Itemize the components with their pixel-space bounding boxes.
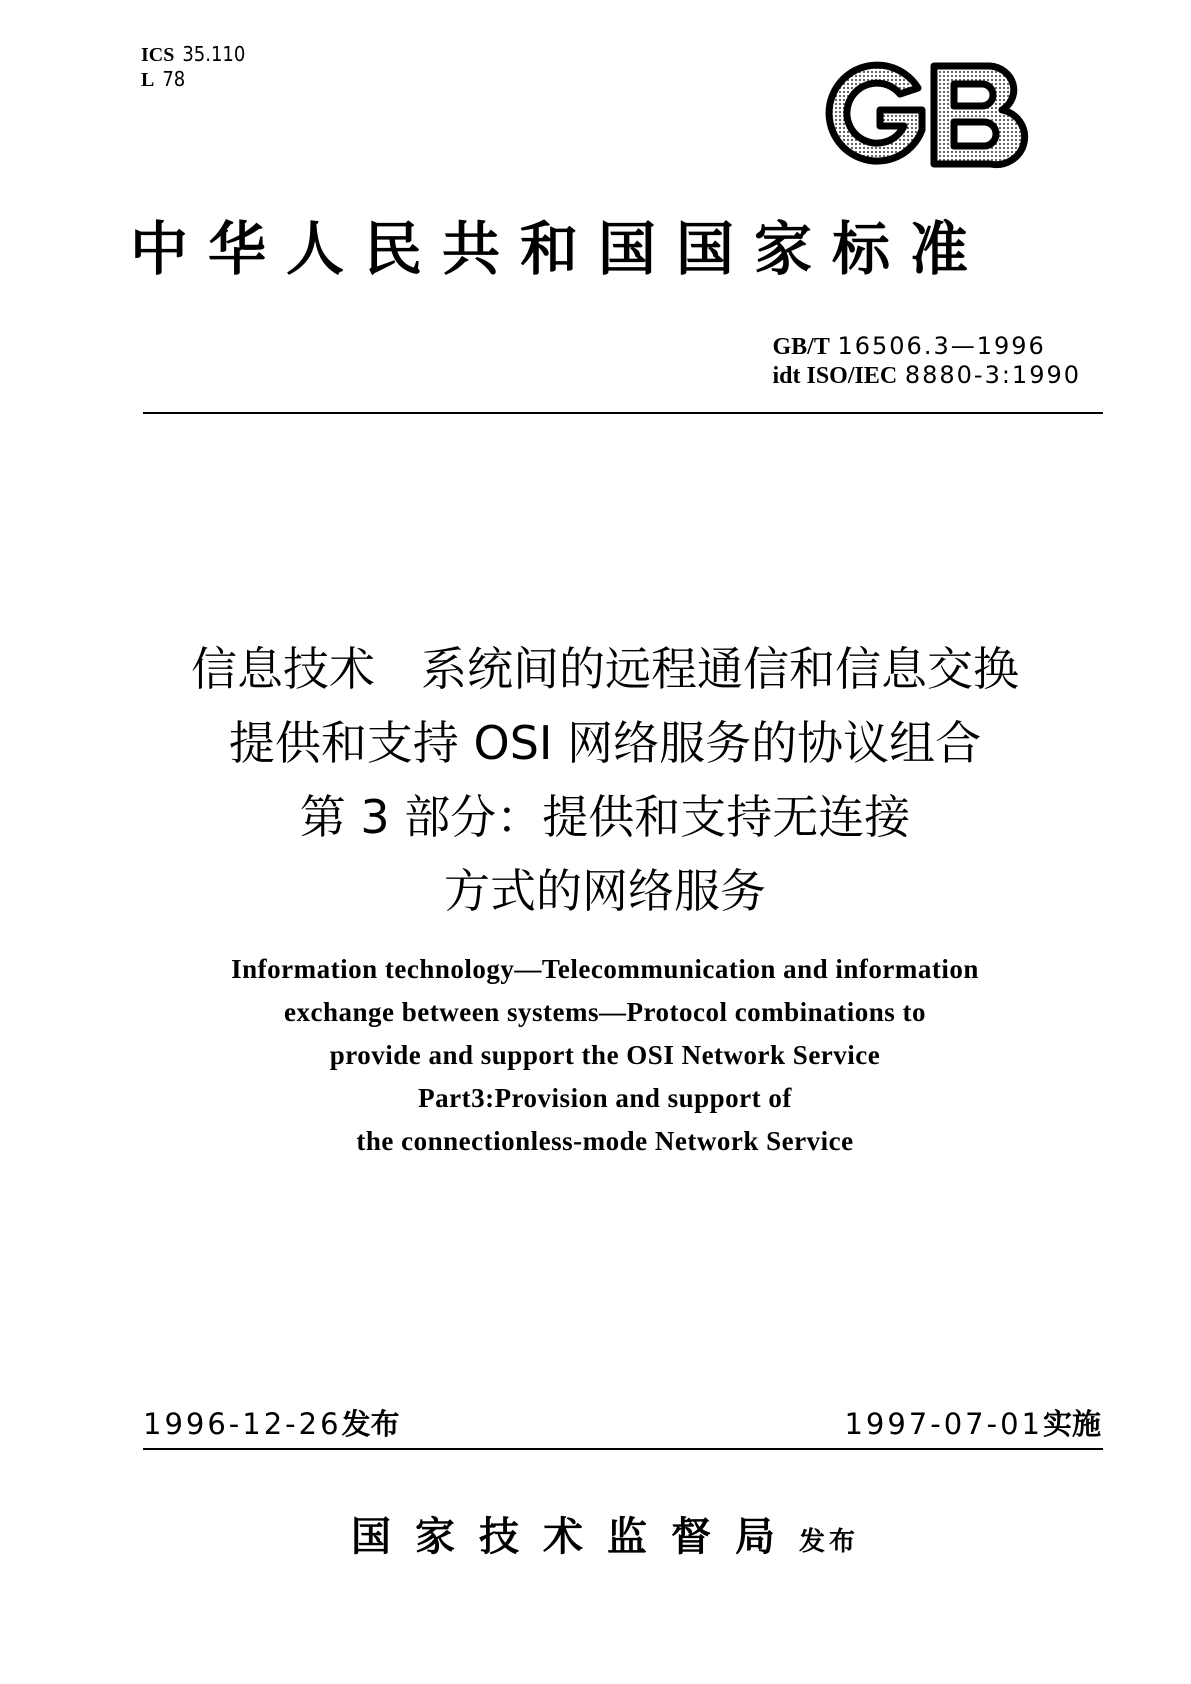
standard-number <box>772 332 1081 361</box>
english-title-line: Information technology—Telecommunication and information <box>231 954 979 984</box>
chinese-title-line: 信息技术 系统间的远程通信和信息交换 <box>191 642 1019 696</box>
gb-logo-letter-b <box>934 66 1025 165</box>
english-title-line: provide and support the OSI Network Service <box>329 1040 881 1070</box>
chinese-title-line: 第 3 部分：提供和支持无连接 <box>299 790 911 844</box>
ccs-label: L <box>141 69 155 91</box>
chinese-title-line: 提供和支持 OSI 网络服务的协议组合 <box>228 716 982 770</box>
gb-logo-letter-g <box>829 65 922 161</box>
standard-number-value: 16506.3—1996 <box>837 332 1046 360</box>
ccs-code <box>141 67 245 92</box>
english-title-line: the connectionless-mode Network Service <box>356 1126 854 1156</box>
effective-date-suffix: 实施 <box>1042 1407 1101 1441</box>
bottom-divider <box>143 1448 1103 1450</box>
top-divider <box>143 412 1103 414</box>
chinese-title-line: 方式的网络服务 <box>444 864 766 918</box>
ics-label: ICS <box>141 44 175 66</box>
ccs-value: 78 <box>162 67 186 91</box>
chinese-title <box>80 632 1130 928</box>
publisher-name: 国家技术监督局 <box>350 1513 799 1560</box>
standard-number-label: GB/T <box>772 334 830 360</box>
issue-date <box>143 1406 400 1442</box>
effective-date <box>844 1406 1101 1442</box>
standard-number-block <box>772 332 1081 390</box>
publisher-suffix: 发布 <box>798 1527 859 1557</box>
classification-codes <box>141 42 245 92</box>
national-standard-title: 中华人民共和国国家标准 <box>130 215 989 283</box>
publisher <box>80 1505 1130 1562</box>
idt-value: 8880-3:1990 <box>904 361 1081 389</box>
english-title-line: exchange between systems—Protocol combinations to <box>284 997 926 1027</box>
issue-date-value: 1996-12-26 <box>143 1407 342 1441</box>
idt-reference <box>772 361 1081 390</box>
idt-label: idt ISO/IEC <box>772 363 898 389</box>
issue-date-suffix: 发布 <box>341 1407 400 1441</box>
ics-value: 35.110 <box>182 42 246 66</box>
english-title <box>80 948 1130 1163</box>
gb-logo <box>822 58 1032 173</box>
ics-code <box>141 42 245 67</box>
english-title-line: Part3:Provision and support of <box>418 1083 792 1113</box>
effective-date-value: 1997-07-01 <box>844 1407 1043 1441</box>
